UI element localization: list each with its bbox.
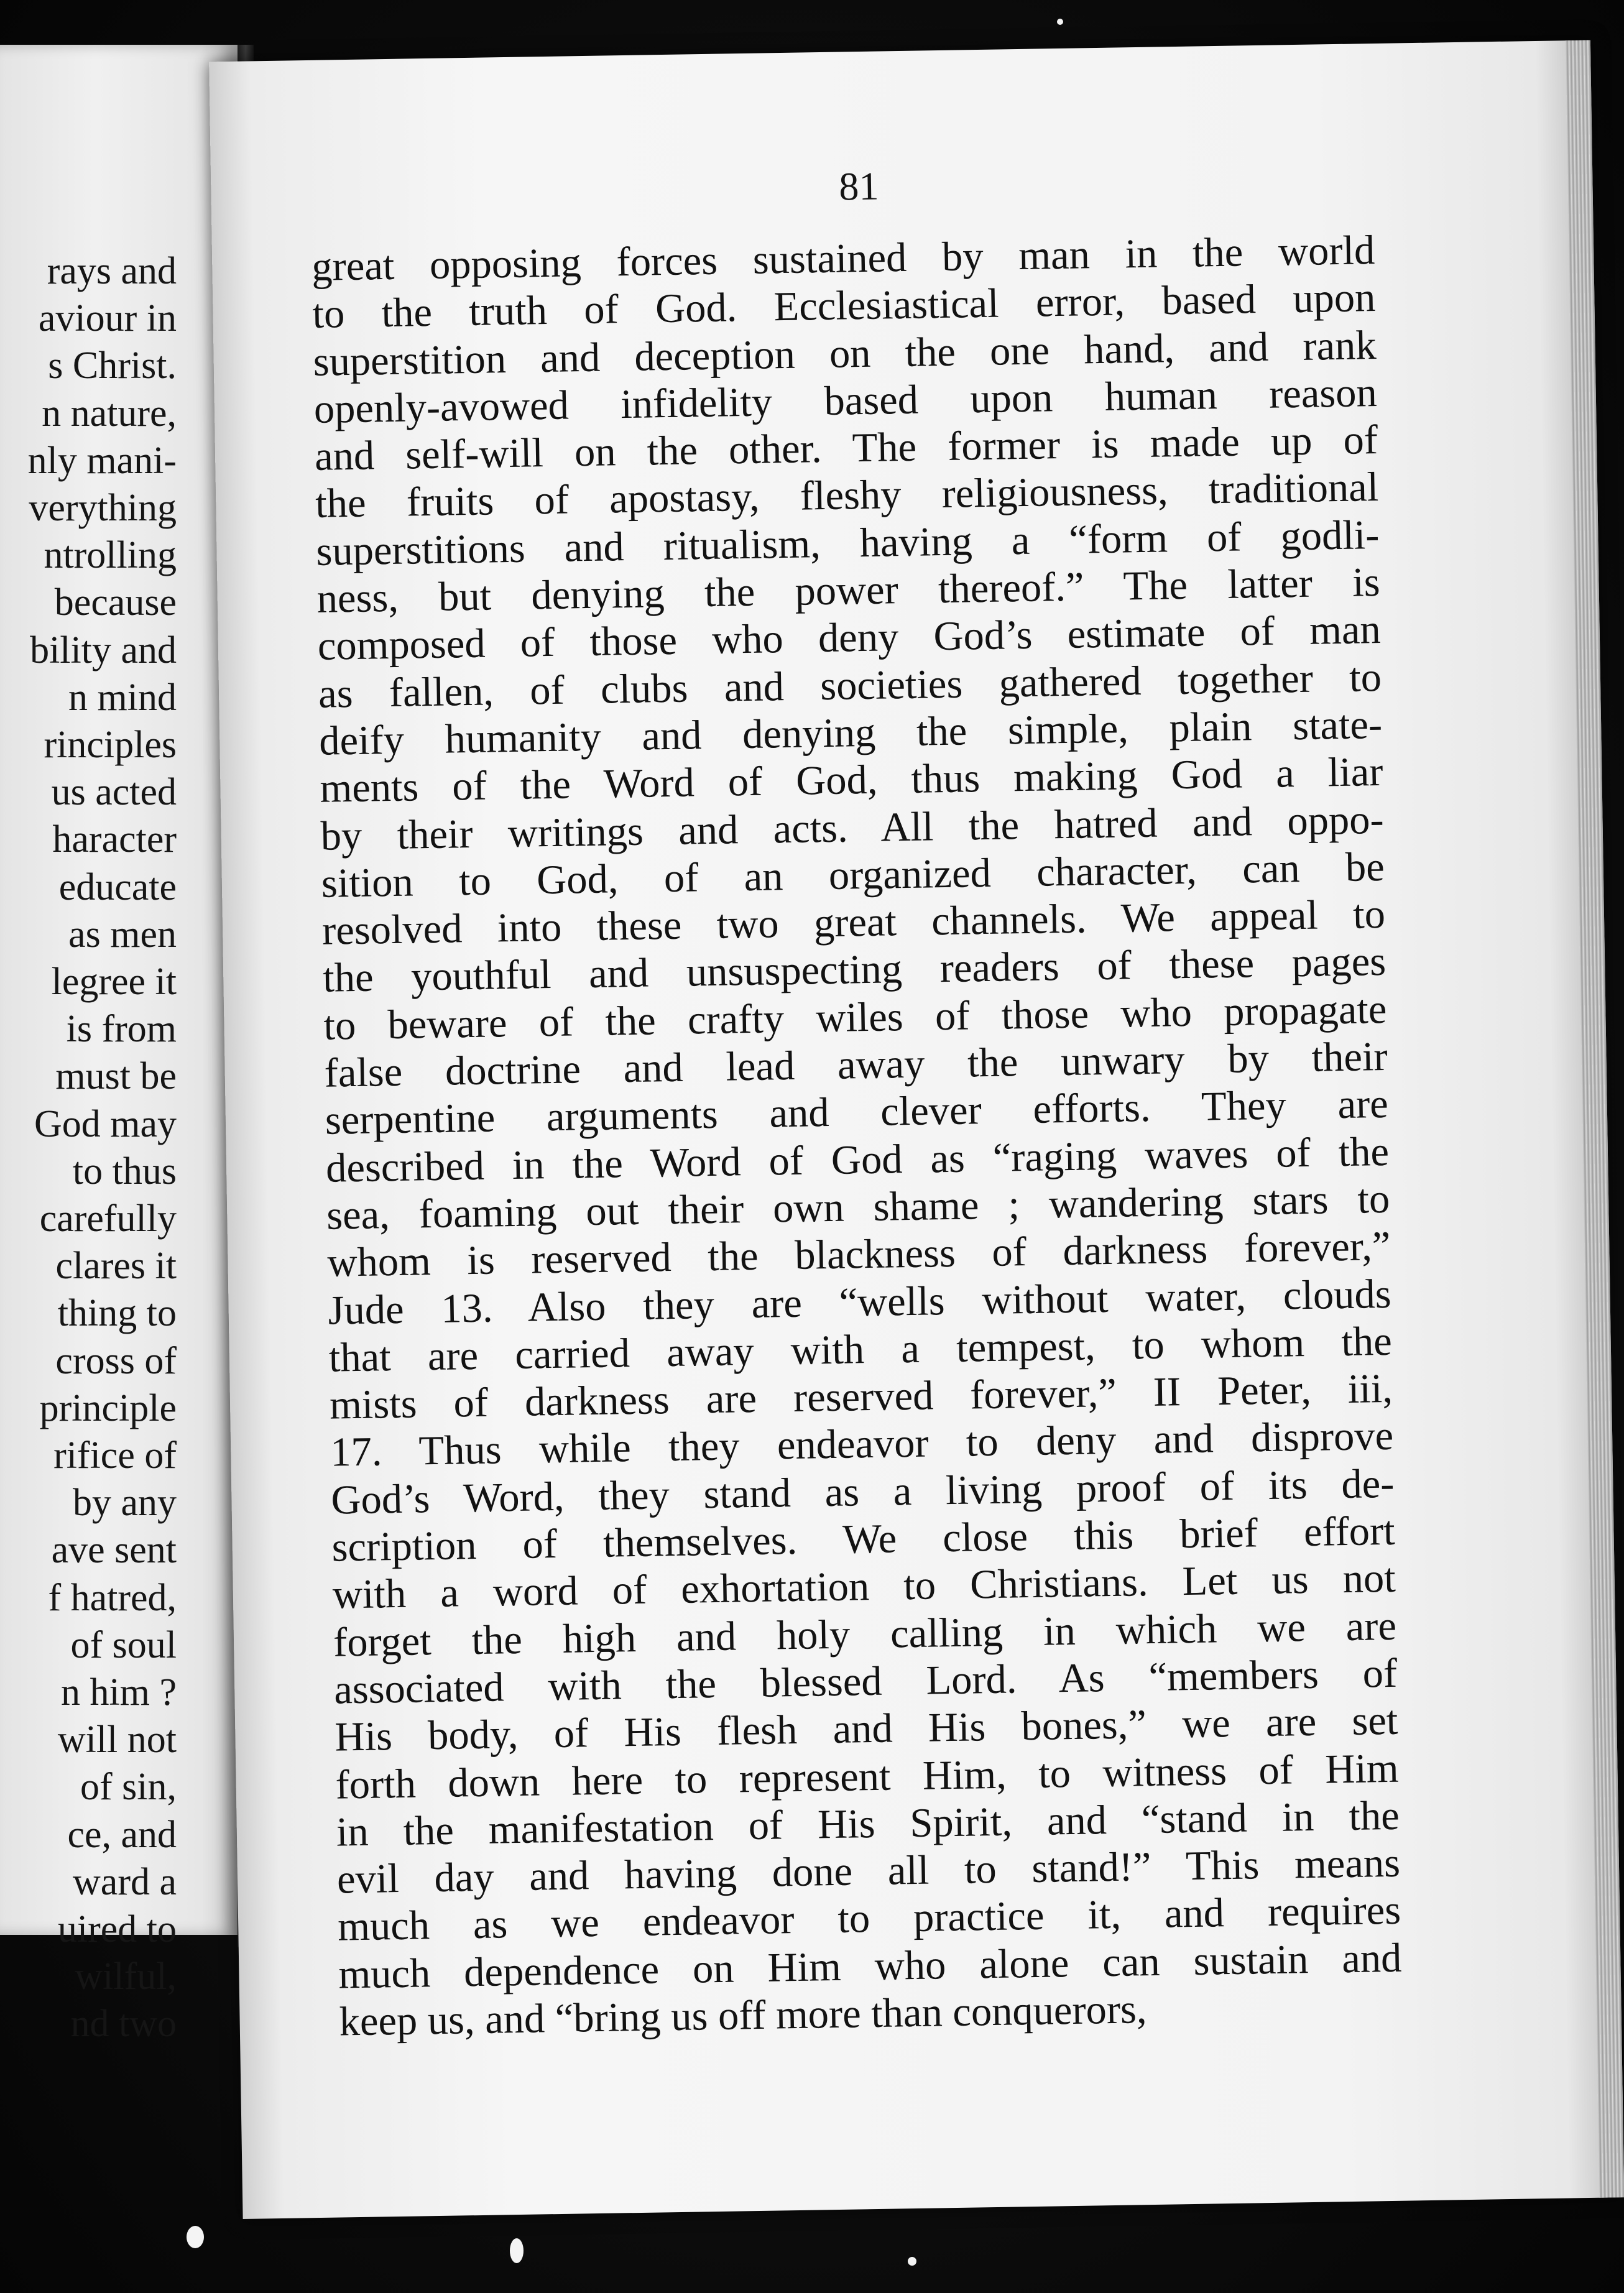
- right-page: [209, 40, 1624, 2219]
- left-page-line: of soul: [70, 1623, 177, 1666]
- body-text-line: to the truth of God. Ecclesiastical error, based upon: [311, 275, 1376, 338]
- left-page-line: n him ?: [61, 1671, 177, 1714]
- body-text-line: in the manifestation of His Spirit, and “stand in the: [336, 1792, 1400, 1855]
- left-page-line: to thus: [72, 1150, 177, 1193]
- left-page-line: uired to: [57, 1908, 177, 1950]
- body-text-line: with a word of exhortation to Christians. Let us not: [332, 1556, 1396, 1618]
- body-text-line: and self-will on the other. The former is made up of: [314, 417, 1378, 480]
- body-text-line: evil day and having done all to stand!” This means: [336, 1840, 1401, 1903]
- body-text-line: superstitions and ritualism, having a “form of godli-: [315, 512, 1380, 574]
- left-page-line: as men: [68, 913, 177, 956]
- left-page-line: f hatred,: [48, 1576, 177, 1619]
- left-page-line: by any: [72, 1482, 177, 1525]
- left-page-line: must be: [55, 1055, 177, 1098]
- left-page-line: God may: [34, 1102, 177, 1145]
- body-text-line: scription of themselves. We close this brief effort: [331, 1508, 1396, 1571]
- left-page-line: n mind: [68, 676, 177, 719]
- left-page-line: wilful,: [75, 1955, 177, 1998]
- left-page-line: bility and: [30, 629, 177, 671]
- page-number: 81: [838, 164, 879, 209]
- body-text-line: mists of darkness are reserved forever,” II Peter, iii,: [329, 1365, 1393, 1428]
- body-text-line: superstition and deception on the one hand, and rank: [313, 322, 1377, 385]
- body-text-line: much as we endeavor to practice it, and requires: [337, 1888, 1401, 1950]
- left-page-line: haracter: [52, 818, 177, 861]
- left-page-line: cross of: [55, 1339, 177, 1382]
- left-page-line: ntrolling: [44, 534, 177, 577]
- left-page-line: n nature,: [42, 392, 177, 435]
- dust-speck: [1057, 19, 1063, 25]
- dust-speck: [908, 2257, 916, 2266]
- left-page-line: principle: [39, 1386, 177, 1429]
- left-page-line: rifice of: [53, 1434, 177, 1477]
- body-text-line: associated with the blessed Lord. As “members of: [333, 1650, 1398, 1713]
- left-page-line: will not: [57, 1719, 177, 1761]
- left-page-line: us acted: [51, 771, 177, 814]
- left-page-line: educate: [58, 865, 177, 908]
- left-page-line: is from: [66, 1008, 177, 1051]
- body-text-line: great opposing forces sustained by man in the world: [311, 228, 1375, 290]
- body-text-line: sition to God, of an organized character, can be: [321, 844, 1385, 907]
- left-page-line: aviour in: [38, 297, 177, 340]
- left-page-line: clares it: [55, 1245, 177, 1288]
- body-text-line: to beware of the crafty wiles of those who propagate: [323, 986, 1387, 1049]
- body-text-line: forget the high and holy calling in which we are: [333, 1603, 1397, 1666]
- left-page-line: ce, and: [67, 1813, 177, 1856]
- body-text-line: His body, of His flesh and His bones,” we are set: [334, 1697, 1398, 1760]
- body-text-line: forth down here to represent Him, to witness of Him: [335, 1745, 1400, 1808]
- body-text-line: the fruits of apostasy, fleshy religiousness, traditional: [315, 464, 1379, 527]
- left-page-line: thing to: [57, 1292, 177, 1335]
- left-page-line: ward a: [73, 1860, 177, 1903]
- body-text-line: much dependence on Him who alone can sustain and: [338, 1935, 1402, 1998]
- body-text: [311, 227, 1403, 2046]
- left-page-line: legree it: [51, 961, 177, 1003]
- body-text-line: Jude 13. Also they are “wells without water, clouds: [328, 1271, 1392, 1334]
- body-text-line: 17. Thus while they endeavor to deny and disprove: [330, 1413, 1394, 1476]
- left-page: [0, 45, 238, 2046]
- left-page-line: carefully: [39, 1197, 177, 1240]
- left-page-line: rinciples: [44, 724, 177, 766]
- body-text-line: whom is reserved the blackness of darkness forever,”: [326, 1224, 1391, 1286]
- body-text-line: composed of those who deny God’s estimate of man: [317, 607, 1382, 670]
- left-page-line: rays and: [47, 250, 177, 292]
- left-page-line: ave sent: [51, 1529, 177, 1572]
- dust-speck: [187, 2226, 204, 2248]
- body-text-line: resolved into these two great channels. We appeal to: [321, 892, 1386, 954]
- body-text-line: deify humanity and denying the simple, plain state-: [318, 701, 1383, 764]
- left-page-line: because: [54, 581, 177, 624]
- left-page-line: nly mani-: [27, 439, 177, 482]
- body-text-line: by their writings and acts. All the hatred and oppo-: [320, 796, 1385, 859]
- body-text-line: that are carried away with a tempest, to whom the: [328, 1318, 1393, 1381]
- body-text-line: keep us, and “bring us off more than conquerors,: [339, 1986, 1147, 2045]
- body-text-line: openly-avowed infidelity based upon human reason: [313, 369, 1378, 432]
- body-text-line: God’s Word, they stand as a living proof of its de-: [330, 1460, 1395, 1523]
- body-text-line: sea, foaming out their own shame ; wandering stars to: [326, 1176, 1390, 1239]
- body-text-line: ments of the Word of God, thus making God a liar: [319, 749, 1383, 812]
- dust-speck: [510, 2238, 524, 2263]
- body-text-line: ness, but denying the power thereof.” The latter is: [316, 560, 1381, 622]
- left-page-line: nd two: [70, 2003, 177, 2046]
- left-page-line: s Christ.: [48, 344, 177, 387]
- body-text-line: described in the Word of God as “raging waves of the: [325, 1128, 1390, 1191]
- left-page-line: verything: [29, 487, 177, 529]
- body-text-line: the youthful and unsuspecting readers of these pages: [322, 939, 1386, 1002]
- body-text-line: serpentine arguments and clever efforts. They are: [325, 1081, 1389, 1144]
- body-text-line: false doctrine and lead away the unwary by their: [324, 1033, 1388, 1096]
- left-page-line: of sin,: [80, 1766, 177, 1809]
- body-text-line: as fallen, of clubs and societies gathered together to: [318, 654, 1382, 717]
